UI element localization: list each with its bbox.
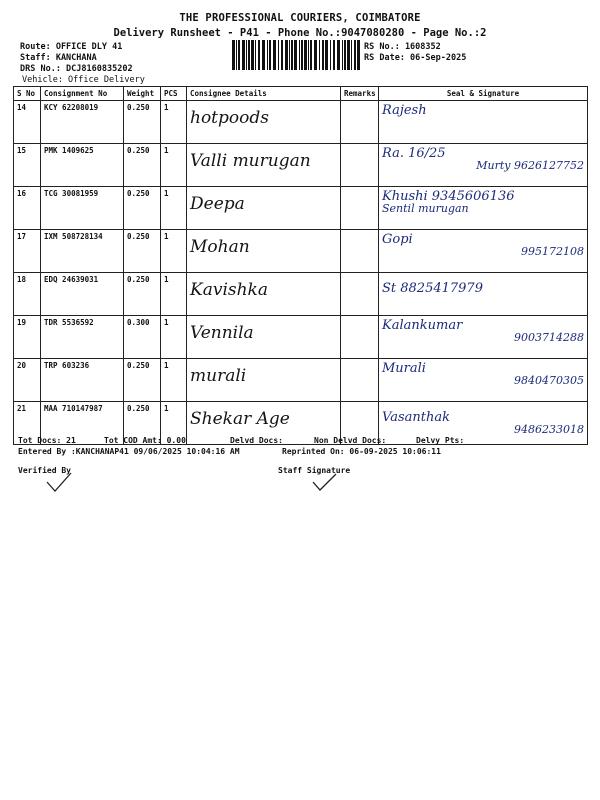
cell-remarks	[341, 144, 379, 187]
cell-remarks	[341, 316, 379, 359]
cell-consignee	[187, 273, 341, 316]
cell-sno: 17	[14, 230, 41, 273]
cell-sno: 19	[14, 316, 41, 359]
verified-tick-mark	[44, 470, 74, 494]
barcode-bar	[337, 40, 340, 70]
barcode-bar	[289, 40, 290, 70]
staff-signature-label: Staff Signature	[278, 466, 351, 475]
consignee-handwriting: murali	[190, 366, 247, 386]
barcode-bar	[310, 40, 312, 70]
delivery-points: Delvy Pts:	[416, 436, 465, 445]
table-row	[14, 316, 588, 359]
col-header-remarks: Remarks	[341, 87, 379, 101]
cell-consignee	[187, 187, 341, 230]
cell-pcs: 1	[161, 230, 187, 273]
table-row	[14, 273, 588, 316]
delivered-docs: Delvd Docs:	[230, 436, 283, 445]
table-row	[14, 144, 588, 187]
cell-sno: 16	[14, 187, 41, 230]
staff-signature-tick-mark	[310, 470, 340, 494]
cell-consignment-no: MAA 710147987	[41, 402, 124, 445]
barcode-bar	[269, 40, 271, 70]
cell-pcs: 1	[161, 359, 187, 402]
barcode-bar	[322, 40, 324, 70]
cell-seal-signature	[379, 187, 588, 230]
barcode-bar	[236, 40, 237, 70]
cell-consignment-no: TRP 603236	[41, 359, 124, 402]
barcode-bar	[238, 40, 240, 70]
seal-signature-note: 9003714288	[514, 331, 584, 344]
drs-number: DRS No.: DCJ8160835202	[20, 64, 133, 74]
route-label: Route: OFFICE DLY 41	[20, 42, 123, 52]
total-cod-amount: Tot COD Amt: 0.00	[104, 436, 186, 445]
cell-weight: 0.250	[124, 187, 161, 230]
barcode-bar	[242, 40, 245, 70]
cell-remarks	[341, 230, 379, 273]
barcode-bar	[232, 40, 235, 70]
cell-consignee	[187, 359, 341, 402]
barcode-bar	[344, 40, 346, 70]
barcode-bar	[347, 40, 350, 70]
consignee-handwriting: Deepa	[190, 194, 245, 214]
cell-weight: 0.250	[124, 273, 161, 316]
cell-consignee	[187, 101, 341, 144]
consignee-handwriting: Valli murugan	[190, 151, 311, 171]
seal-signature: Murali	[382, 361, 426, 376]
barcode-bar	[291, 40, 293, 70]
cell-consignee	[187, 316, 341, 359]
cell-sno: 20	[14, 359, 41, 402]
barcode-bar	[325, 40, 328, 70]
cell-remarks	[341, 187, 379, 230]
col-header-seal: Seal & Signature	[379, 87, 588, 101]
cell-seal-signature	[379, 273, 588, 316]
seal-signature-note: Sentil murugan	[382, 202, 469, 215]
col-header-weight: Weight	[124, 87, 161, 101]
barcode-bar	[258, 40, 260, 70]
staff-label: Staff: KANCHANA	[20, 53, 97, 63]
cell-seal-signature	[379, 144, 588, 187]
barcode-bar	[278, 40, 279, 70]
cell-sno: 14	[14, 101, 41, 144]
barcode-bar	[246, 40, 247, 70]
cell-remarks	[341, 101, 379, 144]
barcode-bar	[333, 40, 335, 70]
verified-by-label: Verified By	[18, 466, 71, 475]
cell-pcs: 1	[161, 402, 187, 445]
barcode-bar	[354, 40, 356, 70]
table-row	[14, 101, 588, 144]
cell-seal-signature	[379, 316, 588, 359]
col-header-consignment: Consignment No	[41, 87, 124, 101]
consignee-handwriting: Mohan	[190, 237, 250, 257]
entered-by: Entered By :KANCHANAP41 09/06/2025 10:04:16 AM	[18, 447, 240, 456]
barcode-bar	[251, 40, 254, 70]
seal-signature: Rajesh	[382, 103, 427, 118]
runsheet-subtitle: Delivery Runsheet - P41 - Phone No.:9047080280 - Page No.:2	[113, 27, 487, 39]
cell-consignment-no: TCG 30081959	[41, 187, 124, 230]
rs-number: RS No.: 1608352	[364, 42, 441, 52]
cell-consignment-no: IXM 508728134	[41, 230, 124, 273]
barcode-bar	[294, 40, 297, 70]
barcode-bar	[342, 40, 343, 70]
cell-sno: 21	[14, 402, 41, 445]
barcode-bar	[267, 40, 268, 70]
cell-consignment-no: KCY 62208019	[41, 101, 124, 144]
cell-pcs: 1	[161, 273, 187, 316]
barcode-bar	[308, 40, 309, 70]
cell-sno: 15	[14, 144, 41, 187]
cell-consignment-no: EDQ 24639031	[41, 273, 124, 316]
col-header-consignee: Consignee Details	[187, 87, 341, 101]
seal-signature: Gopi	[382, 232, 413, 247]
seal-signature: Kalankumar	[382, 318, 463, 333]
cell-seal-signature	[379, 230, 588, 273]
cell-seal-signature	[379, 359, 588, 402]
seal-signature-note: 9840470305	[514, 374, 584, 387]
barcode-bar	[351, 40, 352, 70]
cell-consignee	[187, 144, 341, 187]
col-header-pcs: PCS	[161, 87, 187, 101]
barcode-bar	[357, 40, 360, 70]
cell-weight: 0.250	[124, 402, 161, 445]
table-row	[14, 359, 588, 402]
total-docs: Tot Docs: 21	[18, 436, 76, 445]
consignee-handwriting: Shekar Age	[190, 409, 290, 429]
cell-pcs: 1	[161, 144, 187, 187]
cell-seal-signature	[379, 101, 588, 144]
barcode-bar	[314, 40, 317, 70]
cell-weight: 0.250	[124, 230, 161, 273]
barcode-bar	[281, 40, 283, 70]
consignee-handwriting: Vennila	[190, 323, 254, 343]
cell-sno: 18	[14, 273, 41, 316]
barcode-bar	[299, 40, 300, 70]
rs-date: RS Date: 06-Sep-2025	[364, 53, 467, 63]
cell-weight: 0.300	[124, 316, 161, 359]
cell-weight: 0.250	[124, 359, 161, 402]
col-header-sno: S No	[14, 87, 41, 101]
cell-seal-signature	[379, 402, 588, 445]
seal-signature: Khushi 9345606136	[382, 189, 515, 204]
barcode-bar	[319, 40, 320, 70]
consignee-handwriting: Kavishka	[190, 280, 268, 300]
barcode-bar	[255, 40, 256, 70]
barcode-bar	[248, 40, 250, 70]
cell-weight: 0.250	[124, 101, 161, 144]
barcode-bar	[273, 40, 276, 70]
non-delivered-docs: Non Delvd Docs:	[314, 436, 387, 445]
cell-consignment-no: TDR 5536592	[41, 316, 124, 359]
seal-signature: Ra. 16/25	[382, 146, 446, 161]
cell-remarks	[341, 273, 379, 316]
seal-signature-note: 995172108	[521, 245, 584, 258]
cell-consignee	[187, 230, 341, 273]
cell-pcs: 1	[161, 101, 187, 144]
barcode-bar	[330, 40, 331, 70]
seal-signature-note: 9486233018	[514, 423, 584, 436]
table-row	[14, 230, 588, 273]
cell-weight: 0.250	[124, 144, 161, 187]
company-title: THE PROFESSIONAL COURIERS, COIMBATORE	[179, 12, 421, 24]
barcode	[232, 40, 360, 70]
seal-signature: St 8825417979	[382, 281, 483, 296]
table-row	[14, 402, 588, 445]
table-header-row	[14, 87, 588, 101]
barcode-bar	[304, 40, 307, 70]
consignee-handwriting: hotpoods	[190, 108, 269, 128]
reprinted-on: Reprinted On: 06-09-2025 10:06:11	[282, 447, 441, 456]
barcode-bar	[301, 40, 303, 70]
cell-pcs: 1	[161, 316, 187, 359]
vehicle-label: Vehicle: Office Delivery	[22, 75, 145, 85]
barcode-bar	[285, 40, 288, 70]
barcode-bar	[262, 40, 265, 70]
table-row	[14, 187, 588, 230]
seal-signature: Vasanthak	[382, 410, 450, 425]
cell-consignment-no: PMK 1409625	[41, 144, 124, 187]
cell-remarks	[341, 359, 379, 402]
seal-signature-note: Murty 9626127752	[476, 159, 584, 172]
runsheet-table	[13, 86, 588, 445]
cell-pcs: 1	[161, 187, 187, 230]
